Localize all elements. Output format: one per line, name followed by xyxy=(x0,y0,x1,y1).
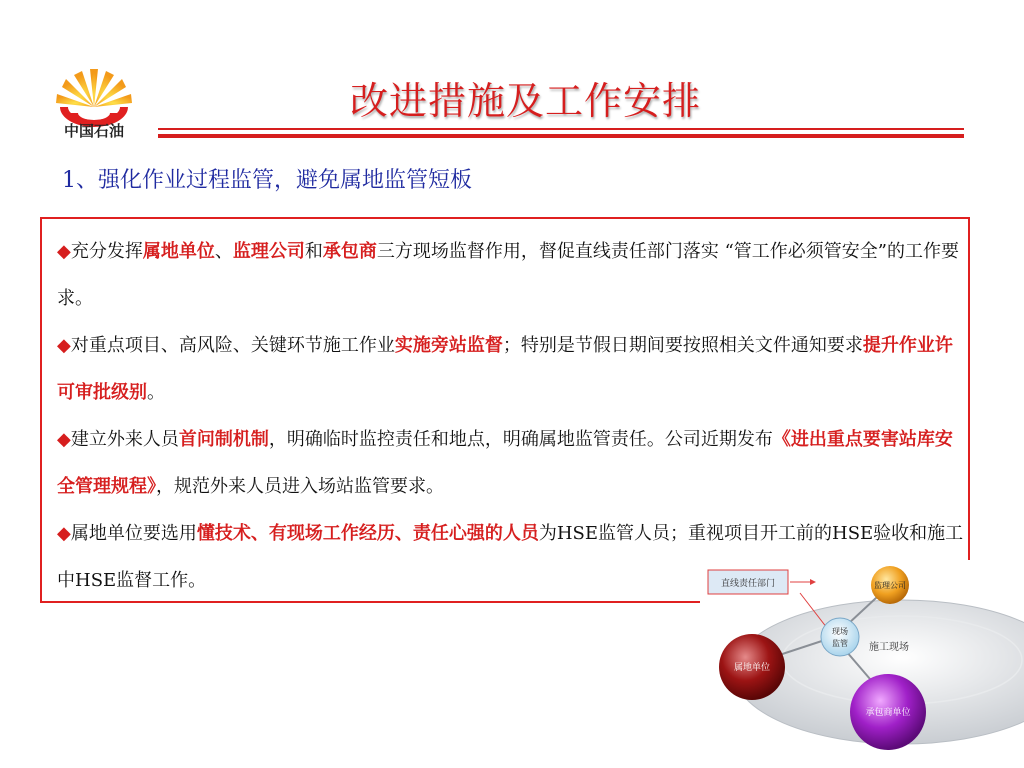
arrow-right-icon xyxy=(810,579,816,585)
text-run: 、 xyxy=(214,241,233,262)
highlight-text: 实施旁站监督 xyxy=(394,335,503,356)
section-subtitle: 1、强化作业过程监管，避免属地监管短板 xyxy=(62,168,472,193)
bullet-diamond-icon: ◆ xyxy=(57,429,71,450)
highlight-text: 监理公司 xyxy=(232,241,305,262)
measure-paragraph-1 xyxy=(57,228,967,322)
text-run: ，规范外来人员进入场站监管要求。 xyxy=(156,476,444,497)
highlight-text: 承包商 xyxy=(322,241,377,262)
page-title: 改进措施及工作安排 xyxy=(350,79,702,123)
measure-paragraph-2 xyxy=(57,322,967,416)
text-run: 对重点项目、高风险、关键环节施工作业 xyxy=(70,335,395,356)
center-label-line-2: 监管 xyxy=(832,639,848,648)
bullet-diamond-icon: ◆ xyxy=(57,523,71,544)
site-label: 施工现场 xyxy=(869,642,909,653)
supervisor-label: 监理公司 xyxy=(874,581,906,590)
highlight-text: 《进出重点要害站库安全管理规程》 xyxy=(57,429,953,497)
highlight-text: 首问制机制 xyxy=(178,429,269,450)
text-run: 三方现场监督作用，督促直线责任部门落实 “管工作必须管安全”的工作要求。 xyxy=(57,241,959,309)
highlight-text: 属地单位 xyxy=(142,241,215,262)
highlight-text: 提升作业许可审批级别 xyxy=(57,335,953,403)
center-label-line-1: 现场 xyxy=(832,627,848,636)
territory-label: 属地单位 xyxy=(733,663,771,673)
logo-text: 中国石油 xyxy=(63,122,124,140)
measure-paragraph-3 xyxy=(57,416,967,510)
bullet-diamond-icon: ◆ xyxy=(57,335,71,356)
supervision-diagram xyxy=(700,560,1024,768)
text-run: 充分发挥 xyxy=(70,241,143,262)
text-run: 属地单位要选用 xyxy=(70,523,197,544)
text-run: 为HSE监管人员；重视项目开工前的HSE验收和施工中HSE监督工作。 xyxy=(57,523,964,591)
text-run: ；特别是节假日期间要按照相关文件通知要求 xyxy=(502,335,863,356)
title-divider-thin xyxy=(158,128,964,130)
title-divider-thick xyxy=(158,134,964,138)
text-run: 建立外来人员 xyxy=(70,429,179,450)
line-manager-label: 直线责任部门 xyxy=(720,579,776,589)
text-run: ，明确临时监控责任和地点，明确属地监管责任。公司近期发布 xyxy=(268,429,773,450)
bullet-diamond-icon: ◆ xyxy=(57,241,71,262)
contractor-label: 承包商单位 xyxy=(865,708,911,718)
highlight-text: 懂技术、有现场工作经历、责任心强的人员 xyxy=(196,523,539,544)
text-run: 。 xyxy=(147,382,165,403)
center-sphere xyxy=(821,618,859,656)
text-run: 和 xyxy=(304,241,323,262)
